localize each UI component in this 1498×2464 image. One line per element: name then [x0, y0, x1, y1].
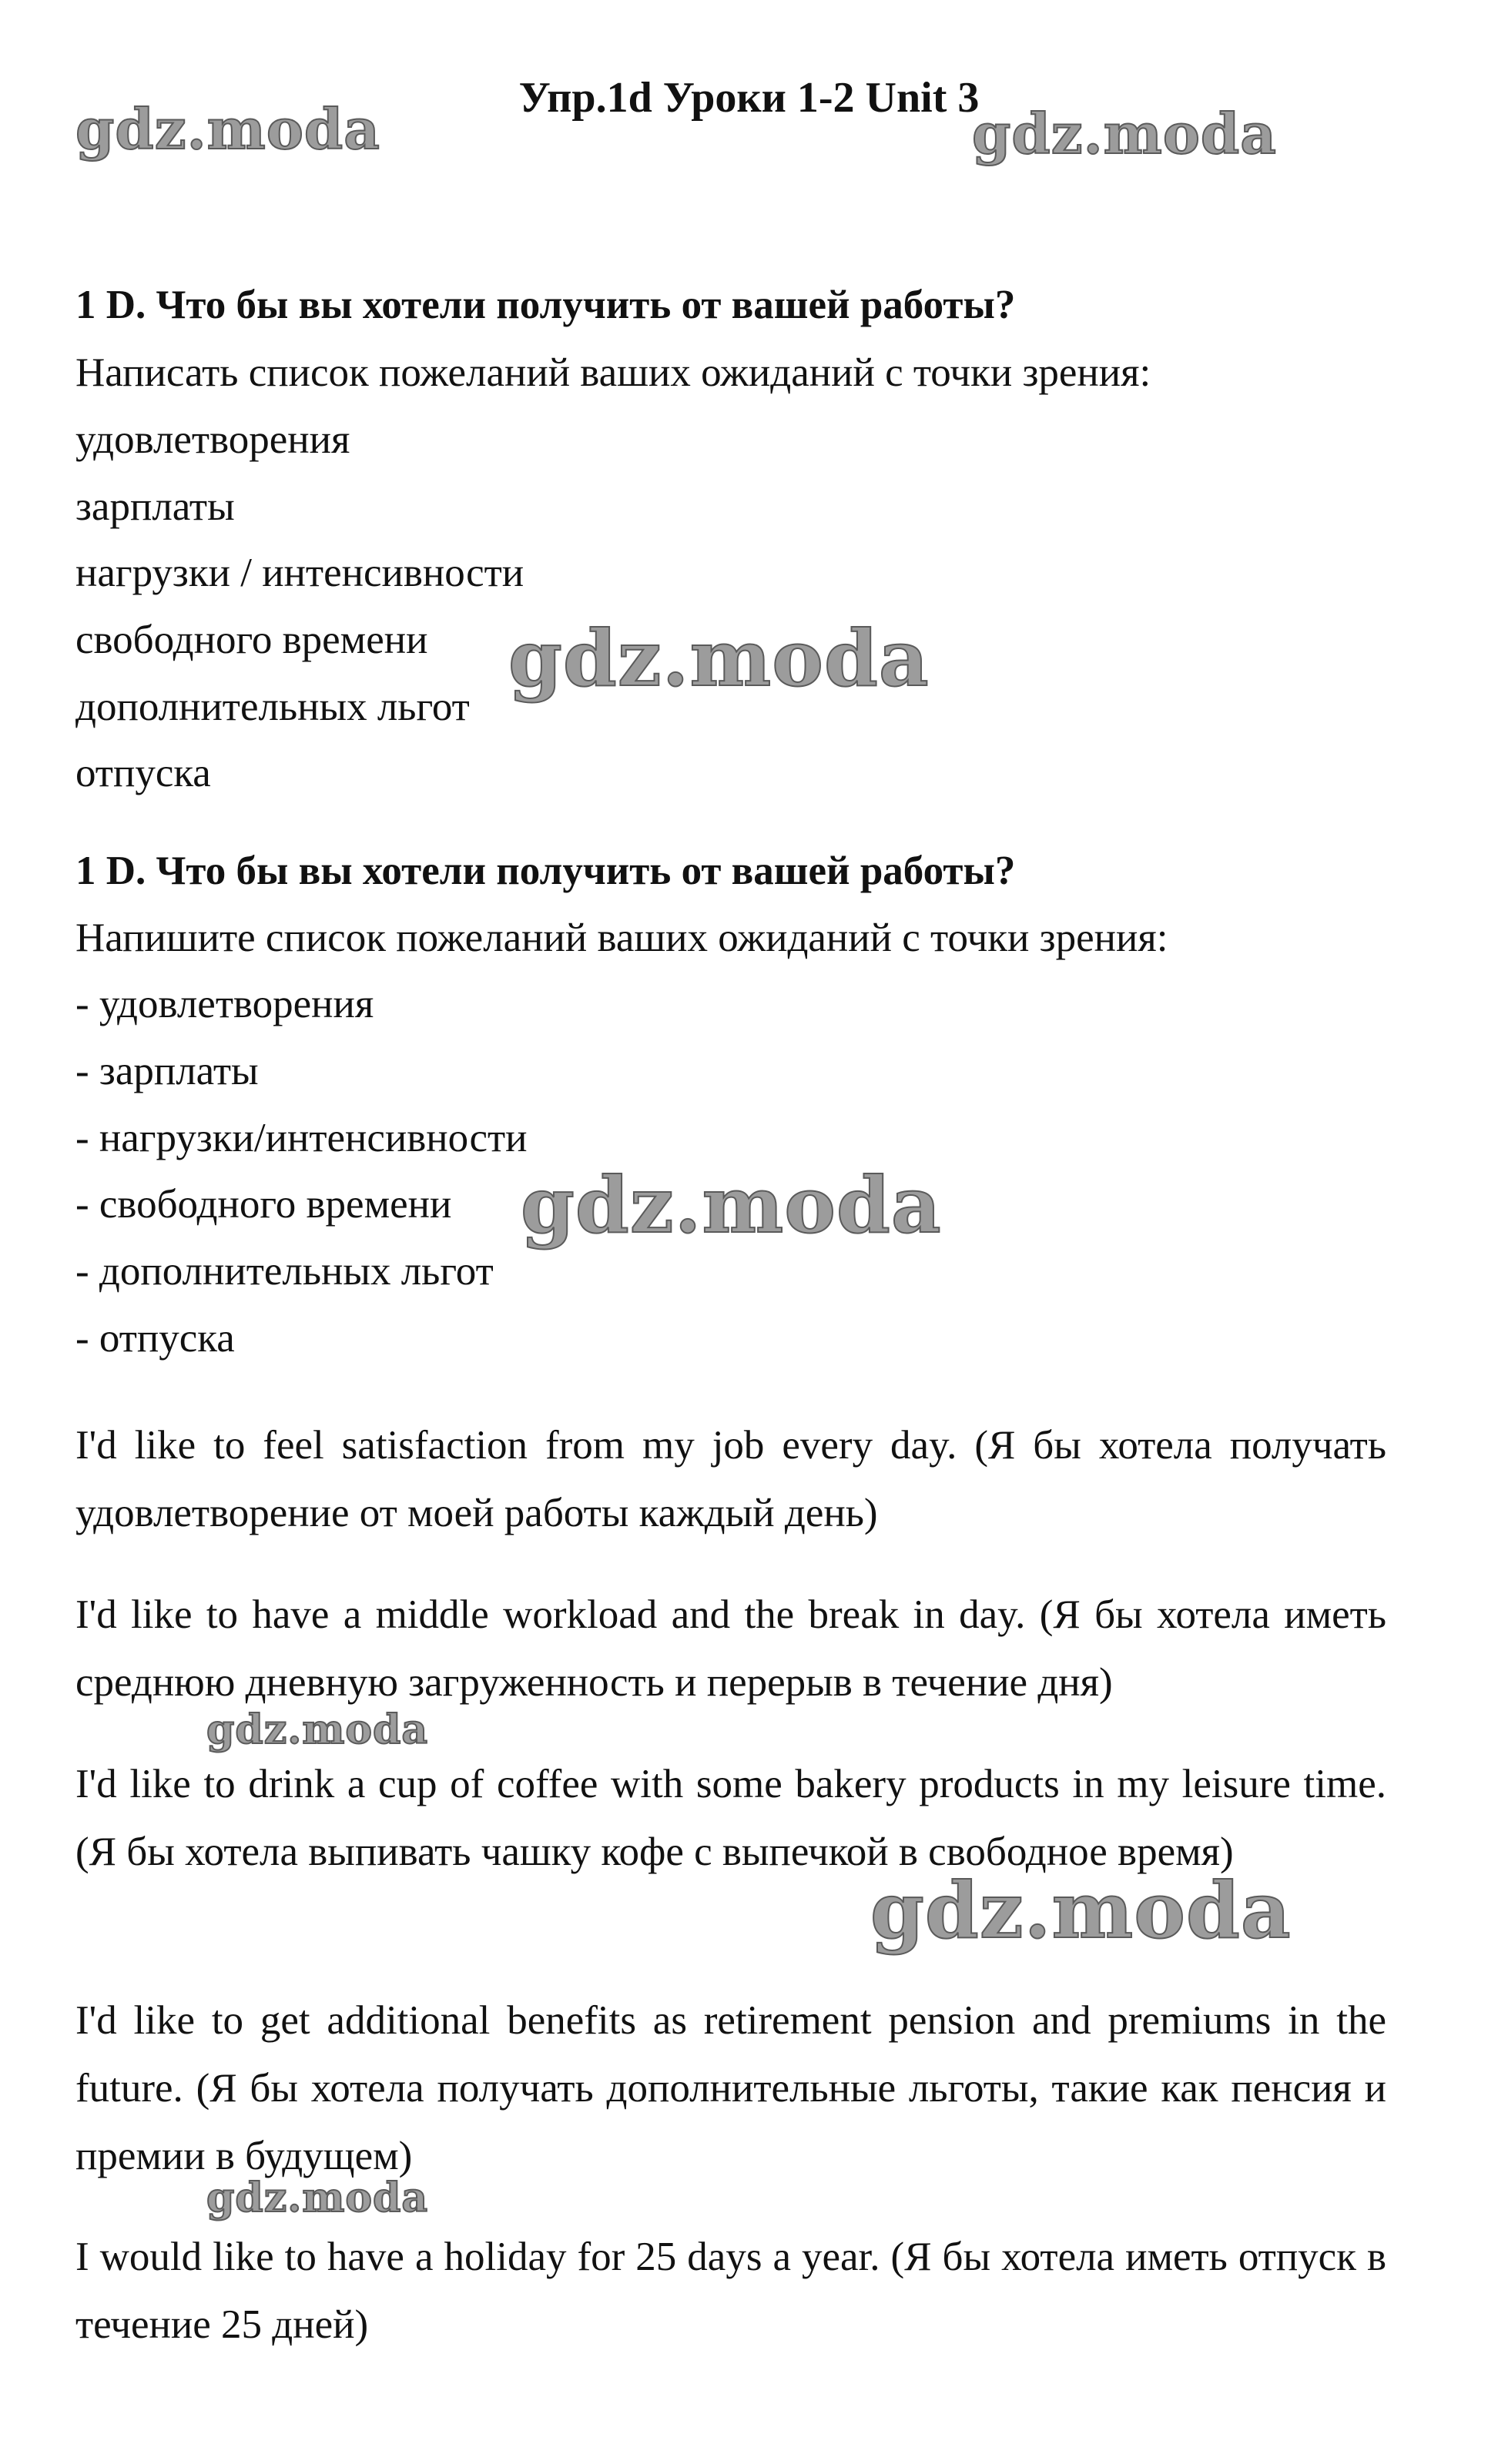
watermark: gdz.moda — [521, 1160, 942, 1250]
page-title: Упр.1d Уроки 1-2 Unit 3 — [518, 74, 980, 122]
watermark: gdz.moda — [75, 96, 380, 162]
watermark: gdz.moda — [870, 1865, 1292, 1956]
answer-paragraph: I'd like to feel satisfaction from my job every day. (Я бы хотела получать удовлетворение от моей работы каждый день) — [75, 1423, 1386, 1535]
answer-paragraph: I would like to have a holiday for 25 days a year. (Я бы хотела иметь отпуск в течение 25 дней) — [75, 2235, 1386, 2347]
section2-heading: 1 D. Что бы вы хотели получить от вашей работы? — [75, 849, 1016, 893]
section1-item: нагрузки / интенсивности — [75, 551, 524, 595]
section1-item: зарплаты — [75, 484, 235, 529]
watermark: gdz.moda — [206, 1706, 429, 1753]
watermark: gdz.moda — [508, 613, 930, 704]
section2-item: - зарплаты — [75, 1049, 259, 1093]
section1-item: отпуска — [75, 751, 211, 795]
section2-item: - нагрузки/интенсивности — [75, 1116, 528, 1160]
section2-intro: Напишите список пожеланий ваших ожиданий с точки зрения: — [75, 916, 1168, 960]
answer-paragraph: I'd like to have a middle workload and the break in day. (Я бы хотела иметь среднюю дневную загруженность и перерыв в течение дня) — [75, 1592, 1386, 1705]
section2-item: - дополнительных льгот — [75, 1249, 494, 1294]
section1-heading: 1 D. Что бы вы хотели получить от вашей работы? — [75, 283, 1016, 327]
section1-intro: Написать список пожеланий ваших ожиданий с точки зрения: — [75, 350, 1151, 395]
section2-item: - свободного времени — [75, 1182, 452, 1227]
answer-paragraph: I'd like to drink a cup of coffee with some bakery products in my leisure time. (Я бы хотела выпивать чашку кофе с выпечкой в свободное время) — [75, 1762, 1386, 1874]
section1-item: дополнительных льгот — [75, 685, 470, 729]
section1-item: удовлетворения — [75, 417, 350, 462]
section2-item: - отпуска — [75, 1316, 235, 1361]
section1-item: свободного времени — [75, 618, 428, 662]
watermark: gdz.moda — [206, 2174, 429, 2221]
watermark: gdz.moda — [972, 101, 1277, 166]
section2-item: - удовлетворения — [75, 982, 374, 1026]
answer-paragraph: I'd like to get additional benefits as retirement pension and premiums in the future. (Я бы хотела получать дополнительные льготы, такие как пенсия и премии в будущем) — [75, 1998, 1386, 2178]
